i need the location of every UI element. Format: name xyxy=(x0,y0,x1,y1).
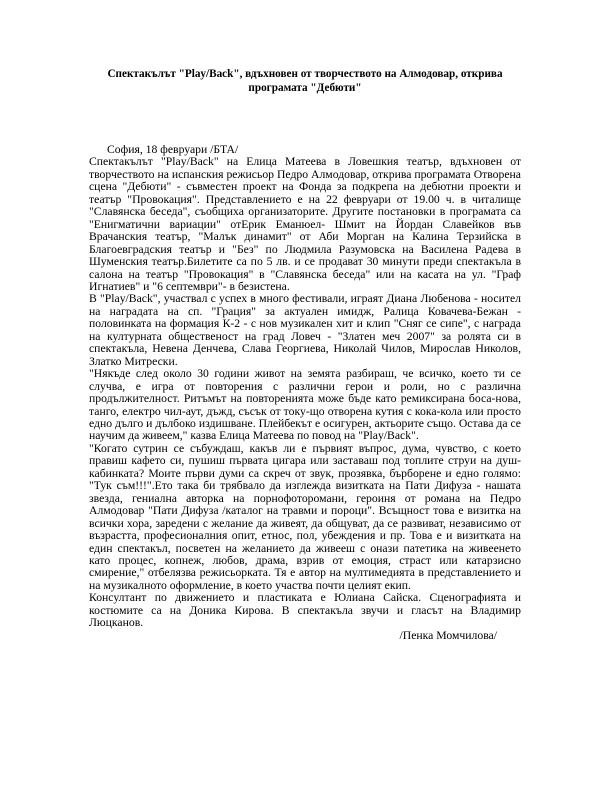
dateline: София, 18 февруари /БТА/ xyxy=(107,143,239,156)
paragraph-quote-director: "Някъде след около 30 години живот на земята разбираш, че всичко, което ти се случва, е игра от повторения с различни герои и роли, но с различна продължителност. Ритъмът на повторенията може бъде като ремиксирана боса-нова, танго, електро чил-аут, дъжд, съсък от току-що отворена кутия с кока-кола или просто едно дълго и дълбоко издишване. Плейбекът е осигурен, актьорите също. Остава да се научим да живеем," казва Елица Матеева по повод на "Play/Back". xyxy=(89,367,521,443)
article-title: Спектакълът "Play/Back", вдъхновен от творчеството на Алмодовар, открива програмата "Дебюти" xyxy=(107,68,503,94)
paragraph-credits: Консултант по движението и пластиката е Юлиана Сайска. Сценографията и костюмите са на Доника Кирова. В спектакъла звучи и гласът на Владимир Люцканов. xyxy=(89,591,521,630)
author-signature: /Пенка Момчилова/ xyxy=(399,628,497,642)
paragraph-cast: В "Play/Back", участвал с успех в много фестивали, играят Диана Любенова - носител на наградата на сп. "Грация" за актуален имидж, Ралица Ковачева-Бежан - половинката на формация К-2 - с нов музикален хит и клип "Сняг се сипе", с награда на културната общественост на град Ловеч - "Златен меч 2007" за ролята си в спектакъла, Невена Денчева, Слава Георгиева, Николай Чилов, Мирослав Николов, Златко Митрески. xyxy=(89,292,521,368)
article-body xyxy=(89,144,521,642)
paragraph-intro: Спектакълът "Play/Back" на Елица Матеева в Ловешкия театър, вдъхновен от творчеството на испанския режисьор Педро Алмодовар, открива програмата Отворена сцена "Дебюти" - съвместен проект на Фонда за подкрепа на дебютни проекти и театър "Провокация". Представлението е на 22 февруари от 19.00 ч. в читалище "Славянска беседа", съобщиха организаторите. Другите постановки в програмата са "Енигматични вариации" отЕрик Еманюел- Шмит на Йордан Славейков във Врачанския театър, "Малък динамит" от Аби Морган на Калина Терзийска в Благоевградския театър и "Без" по Людмила Разумовска на Василена Радева в Шуменския театър.Билетите са по 5 лв. и се продават 30 минути преди спектакъла в салона на театър "Провокация" в "Славянска беседа" или на касата на ул. "Граф Игнатиев" и "6 септември"- в безистена. xyxy=(89,155,521,293)
paragraph-quote-performance: "Когато сутрин се събуждаш, какъв ли е първият въпрос, дума, чувство, с което правиш кафето си, пушиш първата цигара или заставаш под топлите струи на душ-кабинката? Моите първи думи са скреч от звук, прозявка, бърборене и едно голямо: "Тук съм!!!".Ето така би трябвало да изглежда визитката на Пати Дифуза - нашата звезда, гениална авторка на порнофоторомани, героиня от романа на Педро Алмодовар "Пати Дифуза /каталог на травми и пороци". Всъщност това е визитка на всички хора, заредени с желание да живеят, да общуват, да се развиват, независимо от възрастта, професионалния опит, етнос, пол, убеждения и пр. Това е и визитката на един спектакъл, посветен на желанието да живееш с онази патетика на живеенето като процес, копнеж, любов, драма, взрив от емоция, страст или катарзисно смирение," отбелязва режисьорката. Тя е автор на мултимедията в представлението и на музикалното оформление, в което участва почти целият екип. xyxy=(89,441,521,592)
